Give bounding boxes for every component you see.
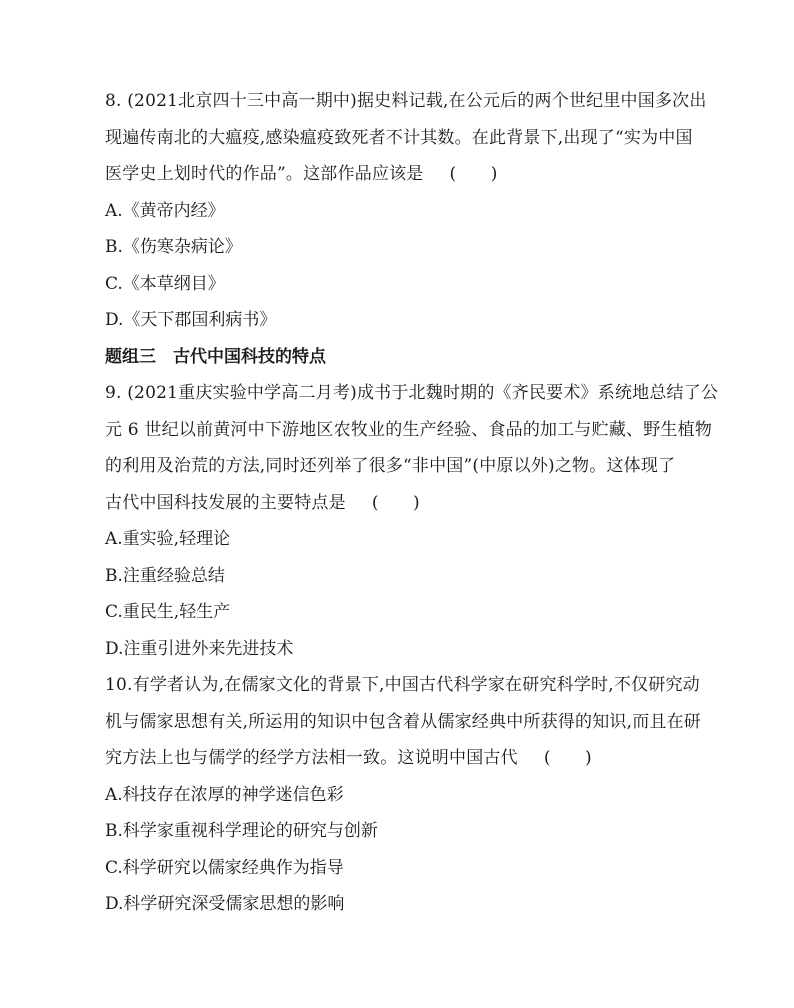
question-8-stem-text: 医学史上划时代的作品”。这部作品应该是 [105,164,424,184]
answer-blank: ( ) [449,164,498,184]
question-8 [105,83,707,339]
question-8-stem-line-2: 现遍传南北的大瘟疫,感染瘟疫致死者不计其数。在此背景下,出现了“实为中国 [105,127,693,148]
question-10-option-a: A.科技存在浓厚的神学迷信色彩 [105,784,344,805]
question-8-option-a: A.《黄帝内经》 [105,200,225,221]
question-9-option-a: A.重实验,轻理论 [105,529,231,549]
question-10 [105,667,702,923]
question-10-option-b: B.科学家重视科学理论的研究与创新 [105,821,378,841]
question-10-option-d: D.科学研究深受儒家思想的影响 [105,894,345,914]
question-8-stem-line-3 [105,156,691,193]
question-9-stem-line-2: 元 6 世纪以前黄河中下游地区农牧业的生产经验、食品的加工与贮藏、野生植物 [105,419,713,440]
question-8-option-c: C.《本草纲目》 [105,273,225,294]
question-8-stem-line-1: 8. (2021北京四十三中高一期中)据史料记载,在公元后的两个世纪里中国多次出 [105,91,707,111]
question-10-stem-line-2: 机与儒家思想有关,所运用的知识中包含着从儒家经典中所获得的知识,而且在研 [105,711,702,732]
question-10-option-c: C.科学研究以儒家经典作为指导 [105,857,344,878]
question-10-stem-text: 究方法上也与儒学的经学方法相一致。这说明中国古代 [105,748,518,768]
question-10-stem-line-3 [105,740,691,777]
question-9-option-c: C.重民生,轻生产 [105,602,231,622]
question-8-option-d: D.《天下郡国利病书》 [105,310,277,330]
answer-blank: ( ) [371,492,420,513]
question-9-stem-text: 古代中国科技发展的主要特点是 [105,492,346,513]
document-page [105,83,719,923]
question-9-stem-line-4 [105,485,691,522]
answer-blank: ( ) [543,748,592,768]
question-9-option-b: B.注重经验总结 [105,565,225,586]
question-9 [105,375,719,667]
question-9-option-d: D.注重引进外来先进技术 [105,638,294,659]
section-heading: 题组三 古代中国科技的特点 [105,346,326,367]
question-8-option-b: B.《伤寒杂病论》 [105,237,242,257]
question-9-stem-line-3: 的利用及治荒的方法,同时还列举了很多“非中国”(中原以外)之物。这体现了 [105,456,676,476]
question-10-stem-line-1: 10.有学者认为,在儒家文化的背景下,中国古代科学家在研究科学时,不仅研究动 [105,675,700,695]
question-9-stem-line-1: 9. (2021重庆实验中学高二月考)成书于北魏时期的《齐民要术》系统地总结了公 [105,383,719,403]
